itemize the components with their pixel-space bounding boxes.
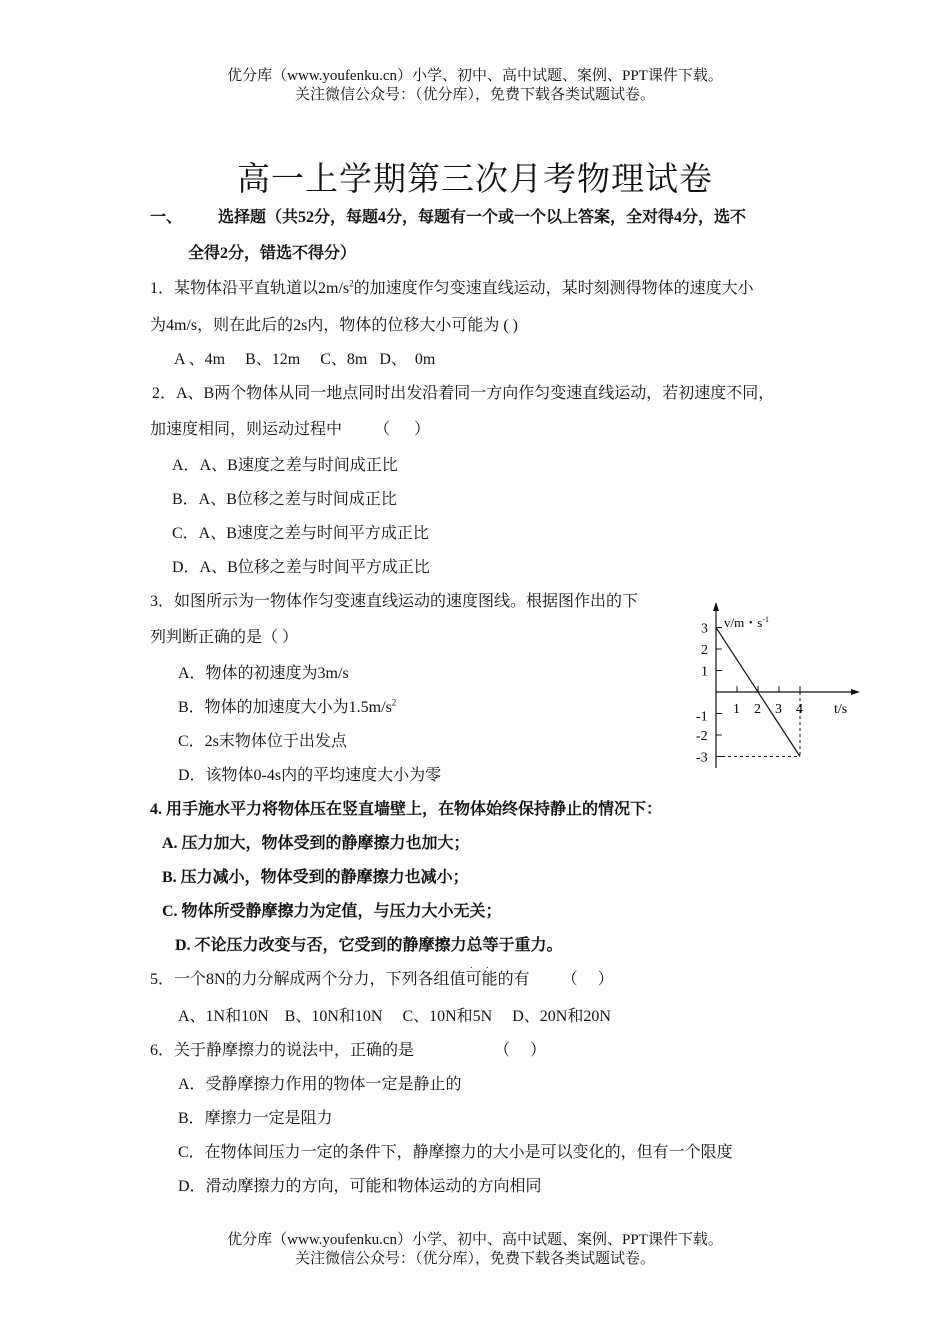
q1-superscript: 2 [349, 278, 354, 289]
q1-line-1b: 的加速度作匀变速直线运动，某时刻测得物体的速度大小 [353, 280, 754, 297]
q6-option-a: A．受静摩擦力作用的物体一定是静止的 [178, 1076, 462, 1093]
q5-stem-b: 可能 [465, 971, 498, 988]
y-tick-label: 3 [701, 621, 708, 637]
q1-options: A 、4m B、12m C、8m D、 0m [174, 351, 436, 368]
q6-option-b: B．摩擦力一定是阻力 [178, 1110, 333, 1127]
x-axis-label: t/s [834, 702, 848, 717]
y-tick-label: -2 [696, 729, 708, 744]
page-title: 高一上学期第三次月考物理试卷 [237, 162, 713, 198]
q5-stem-a: 5．一个8N的力分解成两个分力，下列各组值 [150, 971, 466, 988]
y-tick-label: -1 [696, 709, 708, 725]
q3-option-b-text: B．物体的加速度大小为1.5m/s [178, 699, 392, 716]
header-line-2: 关注微信公众号：（优分库），免费下载各类试题试卷。 [294, 87, 655, 103]
q3-option-d: D．该物体0-4s内的平均速度大小为零 [178, 767, 442, 784]
q3-line-2: 列判断正确的是（ ） [150, 629, 299, 646]
q4-stem: 4. 用手施水平力将物体压在竖直墙壁上，在物体始终保持静止的情况下： [150, 801, 663, 818]
x-axis-arrow [851, 689, 860, 695]
q6-option-d: D．滑动摩擦力的方向，可能和物体运动的方向相同 [178, 1178, 542, 1195]
y-tick-label: 2 [701, 643, 708, 658]
q3-line-1: 3．如图所示为一物体作匀变速直线运动的速度图线。根据图作出的下 [150, 593, 639, 610]
x-tick-label: 2 [754, 702, 761, 717]
x-tick-label: 1 [733, 702, 740, 717]
section-heading-line-2: 全得2分，错选不得分） [188, 245, 357, 262]
q2-option-c: C．A、B速度之差与时间平方成正比 [172, 525, 429, 542]
q4-option-d: D. 不论压力改变与否，它受到的静摩擦力总等于重力。 [175, 937, 563, 954]
footer-line-1: 优分库（www.youfenku.cn）小学、初中、高中试题、案例、PPT课件下载。 [227, 1232, 723, 1248]
q4-option-b: B. 压力减小，物体受到的静摩擦力也减小； [162, 869, 469, 886]
q2-option-b: B．A、B位移之差与时间成正比 [172, 491, 397, 508]
q1-line-1a: 1．某物体沿平直轨道以2m/s [150, 280, 350, 297]
emphasis-dot: · [485, 963, 489, 974]
x-tick-label: 3 [775, 702, 782, 717]
q6-option-c: C．在物体间压力一定的条件下，静摩擦力的大小是可以变化的，但有一个限度 [178, 1144, 733, 1161]
header-line-1: 优分库（www.youfenku.cn）小学、初中、高中试题、案例、PPT课件下载。 [227, 68, 723, 84]
y-axis-arrow [713, 602, 719, 611]
q5-options: A、1N和10N B、10N和10N C、10N和5N D、20N和20N [178, 1008, 611, 1025]
y-tick-label: -3 [696, 750, 708, 766]
tick-labels [696, 622, 803, 766]
section-number: 一、 [150, 209, 183, 226]
q2-line-1: 2．A、B两个物体从同一地点同时出发沿着同一方向作匀变速直线运动，若初速度不同， [152, 385, 775, 402]
q5-emphasis [465, 963, 498, 988]
emphasis-dot: · [469, 963, 473, 974]
q3-option-a: A．物体的初速度为3m/s [178, 665, 349, 682]
y-axis-label: v/m・$s^{-1}$ [724, 615, 769, 630]
q5-stem [150, 963, 614, 989]
q2-option-d: D．A、B位移之差与时间平方成正比 [172, 559, 430, 576]
x-tick-marks [737, 686, 800, 692]
q4-option-c: C. 物体所受静摩擦力为定值，与压力大小无关； [162, 903, 502, 920]
q3-option-b [178, 694, 396, 717]
velocity-time-graph [690, 600, 870, 780]
q3-option-c: C．2s末物体位于出发点 [178, 733, 347, 750]
y-tick-label: 1 [701, 664, 708, 680]
q2-line-2: 加速度相同，则运动过程中 （ ） [150, 421, 431, 438]
q1-line-2: 为4m/s，则在此后的2s内，物体的位移大小可能为 ( ) [150, 317, 519, 334]
q5-stem-c: 的有 （ ） [497, 971, 614, 988]
q6-stem: 6．关于静摩擦力的说法中，正确的是 （ ） [150, 1042, 547, 1059]
x-tick-label: 4 [796, 702, 803, 717]
q2-option-a: A．A、B速度之差与时间成正比 [172, 457, 398, 474]
q1-line-1 [150, 275, 754, 298]
q3-option-b-superscript: 2 [391, 697, 397, 708]
section-heading-line-1: 选择题（共52分，每题4分，每题有一个或一个以上答案，全对得4分，选不 [218, 209, 747, 226]
footer-line-2: 关注微信公众号：（优分库），免费下载各类试题试卷。 [294, 1251, 655, 1267]
q4-option-a: A. 压力加大，物体受到的静摩擦力也加大； [162, 835, 470, 852]
